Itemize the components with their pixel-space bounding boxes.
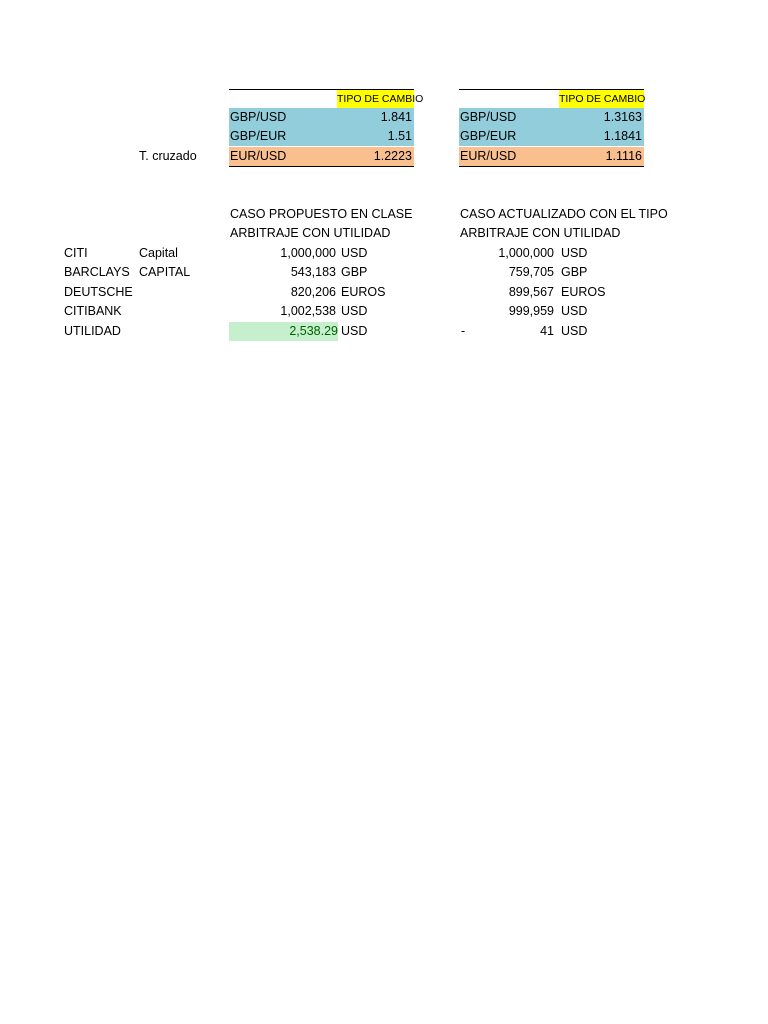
case-right-currency[interactable]: GBP — [561, 265, 588, 279]
left-table-header[interactable]: TIPO DE CAMBIO — [337, 90, 414, 109]
pair-cell[interactable]: EUR/USD — [460, 149, 517, 163]
case-left-currency[interactable]: USD — [341, 304, 368, 318]
right-row-gbpusd — [459, 108, 644, 127]
case-right-value[interactable]: 759,705 — [508, 265, 554, 279]
case-right-currency[interactable]: USD — [561, 246, 588, 260]
case-left-value[interactable]: 1,002,538 — [280, 304, 336, 318]
case-right-profit[interactable]: 41 — [540, 324, 554, 338]
left-row-eurusd — [229, 147, 414, 166]
right-table-bottom-border — [459, 166, 644, 167]
case-left-profit[interactable]: 2,538.29 — [229, 322, 338, 341]
rate-cell[interactable]: 1.1841 — [603, 129, 642, 143]
case-left-currency[interactable]: USD — [341, 324, 368, 338]
left-table-bottom-border — [229, 166, 414, 167]
case-right-sign: - — [461, 324, 466, 338]
right-table-header[interactable]: TIPO DE CAMBIO — [559, 90, 644, 109]
case-left-currency[interactable]: GBP — [341, 265, 368, 279]
pair-cell[interactable]: GBP/USD — [460, 110, 517, 124]
case-left-subtitle[interactable]: ARBITRAJE CON UTILIDAD — [230, 226, 391, 240]
rate-cell[interactable]: 1.51 — [387, 129, 412, 143]
case-right-value[interactable]: 1,000,000 — [498, 246, 554, 260]
pair-cell[interactable]: GBP/USD — [230, 110, 287, 124]
case-left-currency[interactable]: EUROS — [341, 285, 386, 299]
rate-cell[interactable]: 1.2223 — [373, 149, 412, 163]
case-right-subtitle[interactable]: ARBITRAJE CON UTILIDAD — [460, 226, 621, 240]
rate-cell[interactable]: 1.3163 — [603, 110, 642, 124]
row-label-utilidad[interactable]: UTILIDAD — [64, 324, 121, 338]
pair-cell[interactable]: GBP/EUR — [460, 129, 517, 143]
case-right-title[interactable]: CASO ACTUALIZADO CON EL TIPO — [460, 207, 668, 221]
row-label-citi[interactable]: CITI — [64, 246, 88, 260]
case-left-currency[interactable]: USD — [341, 246, 368, 260]
case-left-title[interactable]: CASO PROPUESTO EN CLASE — [230, 207, 413, 221]
case-right-currency[interactable]: USD — [561, 304, 588, 318]
pair-cell[interactable]: EUR/USD — [230, 149, 287, 163]
row-label-deutsche[interactable]: DEUTSCHE — [64, 285, 133, 299]
case-right-value[interactable]: 899,567 — [508, 285, 554, 299]
case-right-value[interactable]: 999,959 — [508, 304, 554, 318]
left-row-gbpusd — [229, 108, 414, 127]
case-left-value[interactable]: 820,206 — [290, 285, 336, 299]
row-label-barclays[interactable]: BARCLAYS — [64, 265, 130, 279]
case-right-currency[interactable]: USD — [561, 324, 588, 338]
left-row-gbpeur — [229, 127, 414, 146]
right-row-gbpeur — [459, 127, 644, 146]
cross-rate-label[interactable]: T. cruzado — [139, 149, 197, 163]
case-right-currency[interactable]: EUROS — [561, 285, 606, 299]
row-label-citibank[interactable]: CITIBANK — [64, 304, 122, 318]
case-left-value[interactable]: 543,183 — [290, 265, 336, 279]
row-note-capital[interactable]: Capital — [139, 246, 178, 260]
right-row-eurusd — [459, 147, 644, 166]
rate-cell[interactable]: 1.1116 — [605, 149, 642, 163]
rate-cell[interactable]: 1.841 — [380, 110, 412, 124]
case-left-value[interactable]: 1,000,000 — [280, 246, 336, 260]
pair-cell[interactable]: GBP/EUR — [230, 129, 287, 143]
row-note-capital-upper[interactable]: CAPITAL — [139, 265, 191, 279]
